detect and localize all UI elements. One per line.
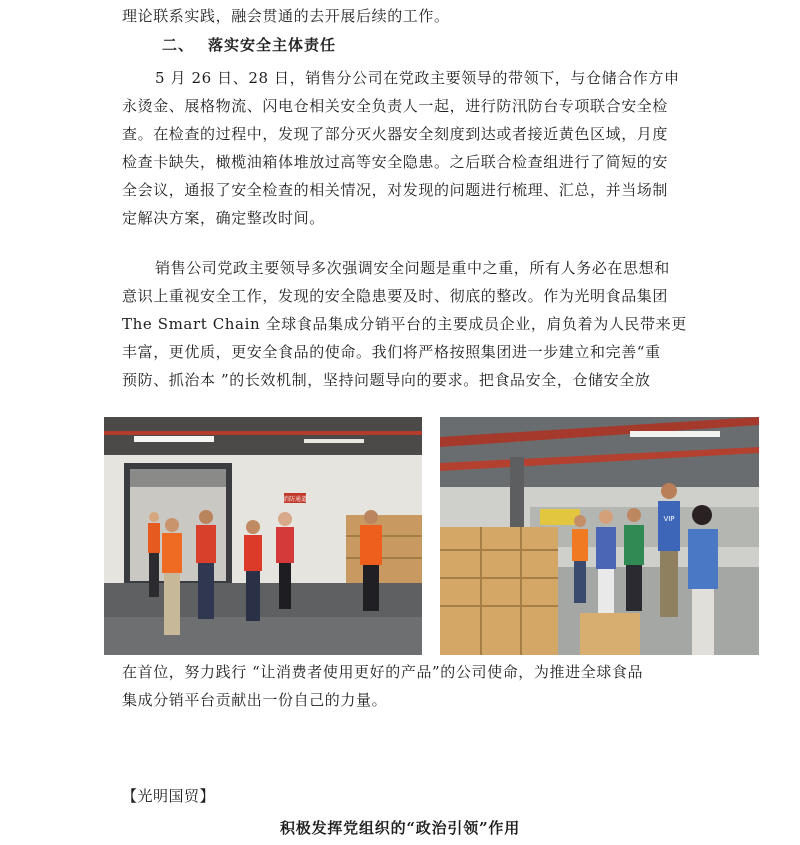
text-line: 丰富，更优质，更安全食品的使命。我们将严格按照集团进一步建立和完善“重 (122, 343, 661, 361)
text-line: The Smart Chain 全球食品集成分销平台的主要成员企业，肩负着为人民带来更 (122, 315, 687, 333)
text-line: 意识上重视安全工作，发现的安全隐患要及时、彻底的整改。作为光明食品集团 (122, 287, 669, 305)
text-line: 销售公司党政主要领导多次强调安全问题是重中之重，所有人务必在思想和 (155, 259, 670, 277)
photo-warehouse-interior-graphic (440, 417, 759, 655)
section-title: 落实安全主体责任 (208, 36, 337, 54)
section-heading (162, 34, 336, 55)
text-line: 永烫金、展格物流、闪电仓相关安全负责人一起，进行防汛防台专项联合安全检 (122, 97, 669, 115)
text-line: 查。在检查的过程中，发现了部分灭火器安全刻度到达或者接近黄色区域，月度 (122, 125, 669, 143)
top-paragraph-line (122, 2, 682, 30)
paragraph-leadership (122, 254, 687, 394)
section-number: 二、 (162, 36, 195, 54)
vest-text: VIP (663, 515, 675, 523)
paragraph-inspection (122, 64, 682, 232)
photo-warehouse-entrance-graphic (104, 417, 422, 655)
text-line: 定解决方案，确定整改时间。 (122, 209, 325, 227)
text-line: 理论联系实践，融会贯通的去开展后续的工作。 (122, 7, 450, 25)
company-tag: 【光明国贸】 (122, 787, 216, 805)
paragraph-mission (122, 658, 682, 714)
text-line: 预防、抓治本 ”的长效机制，坚持问题导向的要求。把食品安全，仓储安全放 (122, 371, 651, 389)
text-line: 在首位，努力践行 “让消费者使用更好的产品”的公司使命，为推进全球食品 (122, 663, 644, 681)
text-line: 全会议，通报了安全检查的相关情况，对发现的问题进行梳理、汇总，并当场制 (122, 181, 669, 199)
next-article-title: 积极发挥党组织的“政治引领”作用 (279, 819, 521, 837)
photo-warehouse-interior (440, 417, 759, 655)
sign-text: 消防通道 (282, 496, 308, 503)
text-line: 集成分销平台贡献出一份自己的力量。 (122, 691, 388, 709)
text-line: 检查卡缺失，橄榄油箱体堆放过高等安全隐患。之后联合检查组进行了简短的安 (122, 153, 669, 171)
text-line: 5 月 26 日、28 日，销售分公司在党政主要领导的带领下，与仓储合作方申 (155, 69, 680, 87)
photo-warehouse-entrance (104, 417, 422, 655)
